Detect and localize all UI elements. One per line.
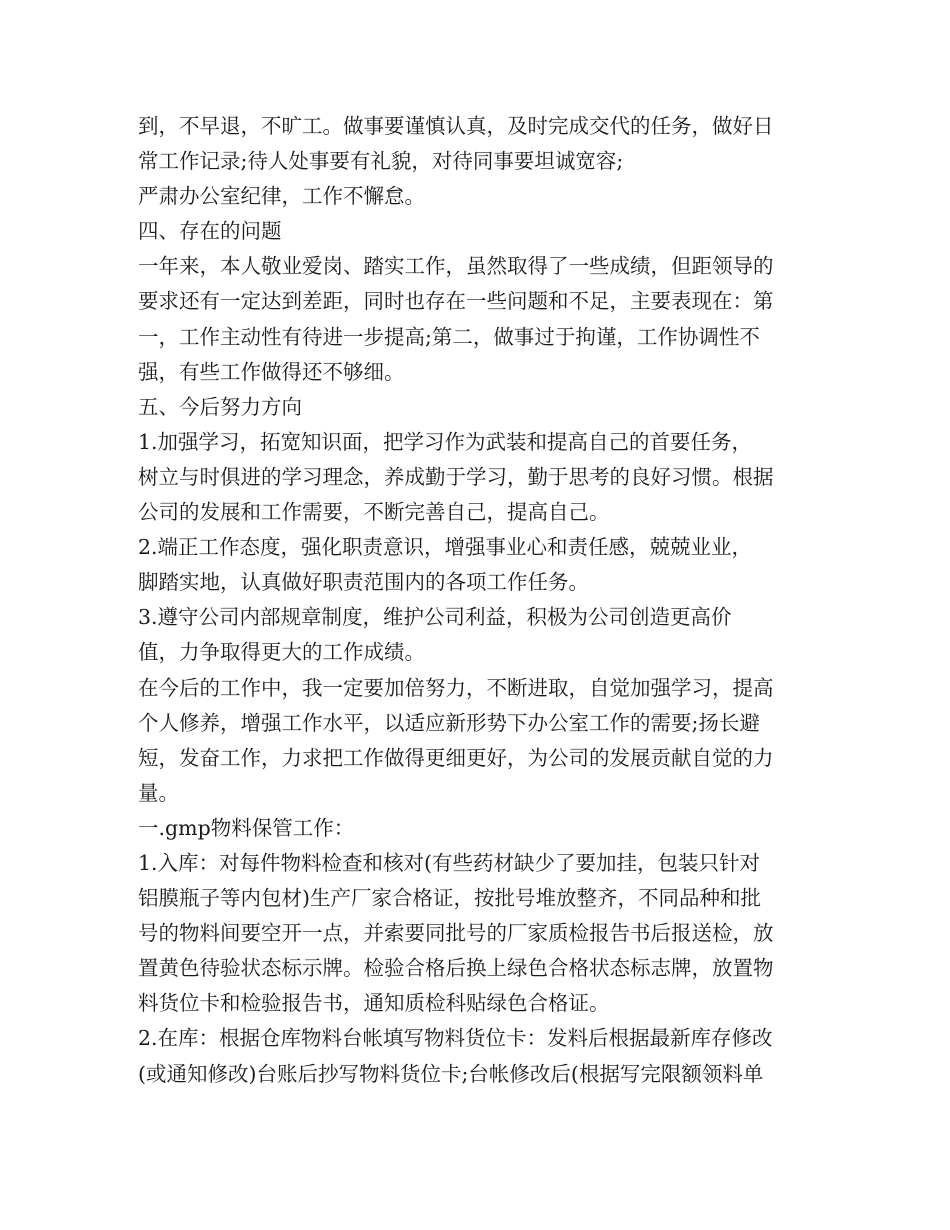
text-line: 一，工作主动性有待进一步提高;第二，做事过于拘谨，工作协调性不 — [138, 324, 760, 349]
text-line: 3.遵守公司内部规章制度，维护公司利益，积极为公司创造更高价 — [138, 605, 732, 630]
text-line: 1.入库：对每件物料检查和核对(有些药材缺少了要加挂，包装只针对 — [138, 850, 761, 875]
text-line: 一年来，本人敬业爱岗、踏实工作，虽然取得了一些成绩，但距领导的 — [138, 254, 774, 279]
text-line: 常工作记录;待人处事要有礼貌，对待同事要坦诚宽容; — [138, 149, 624, 174]
text-line: 个人修养，增强工作水平，以适应新形势下办公室工作的需要;扬长避 — [138, 710, 760, 735]
text-line: 脚踏实地，认真做好职责范围内的各项工作任务。 — [138, 570, 589, 595]
text-line: (或通知修改)台账后抄写物料货位卡;台帐修改后(根据写完限额领料单 — [138, 1061, 764, 1086]
text-line: 严肃办公室纪律，工作不懈怠。 — [138, 184, 425, 209]
section-heading: 四、存在的问题 — [138, 219, 282, 244]
text-line: 在今后的工作中，我一定要加倍努力，不断进取，自觉加强学习，提高 — [138, 675, 774, 700]
text-line: 值，力争取得更大的工作成绩。 — [138, 640, 425, 665]
text-line: 1.加强学习，拓宽知识面，把学习作为武装和提高自己的首要任务， — [138, 429, 753, 454]
text-line: 短，发奋工作，力求把工作做得更细更好，为公司的发展贡献自觉的力 — [138, 745, 774, 770]
text-line: 量。 — [138, 780, 179, 805]
text-line: 公司的发展和工作需要，不断完善自己，提高自己。 — [138, 500, 610, 525]
text-line: 强，有些工作做得还不够细。 — [138, 359, 405, 384]
text-line: 2.在库：根据仓库物料台帐填写物料货位卡：发料后根据最新库存修改 — [138, 1026, 773, 1051]
text-line: 要求还有一定达到差距，同时也存在一些问题和不足，主要表现在：第 — [138, 289, 774, 314]
text-line: 到，不早退，不旷工。做事要谨慎认真，及时完成交代的任务，做好日 — [138, 114, 774, 138]
document-body — [138, 109, 818, 1092]
text-line: 树立与时俱进的学习理念，养成勤于学习，勤于思考的良好习惯。根据 — [138, 464, 774, 489]
text-line: 铝膜瓶子等内包材)生产厂家合格证，按批号堆放整齐，不同品种和批 — [138, 886, 761, 911]
section-heading: 一.gmp物料保管工作： — [138, 815, 355, 840]
text-line: 置黄色待验状态标示牌。检验合格后换上绿色合格状态标志牌，放置物 — [138, 956, 774, 981]
text-line: 2.端正工作态度，强化职责意识，增强事业心和责任感，兢兢业业， — [138, 535, 753, 560]
section-heading: 五、今后努力方向 — [138, 394, 302, 419]
text-line: 料货位卡和检验报告书，通知质检科贴绿色合格证。 — [138, 991, 610, 1016]
text-line: 号的物料间要空开一点，并索要同批号的厂家质检报告书后报送检，放 — [138, 921, 774, 946]
